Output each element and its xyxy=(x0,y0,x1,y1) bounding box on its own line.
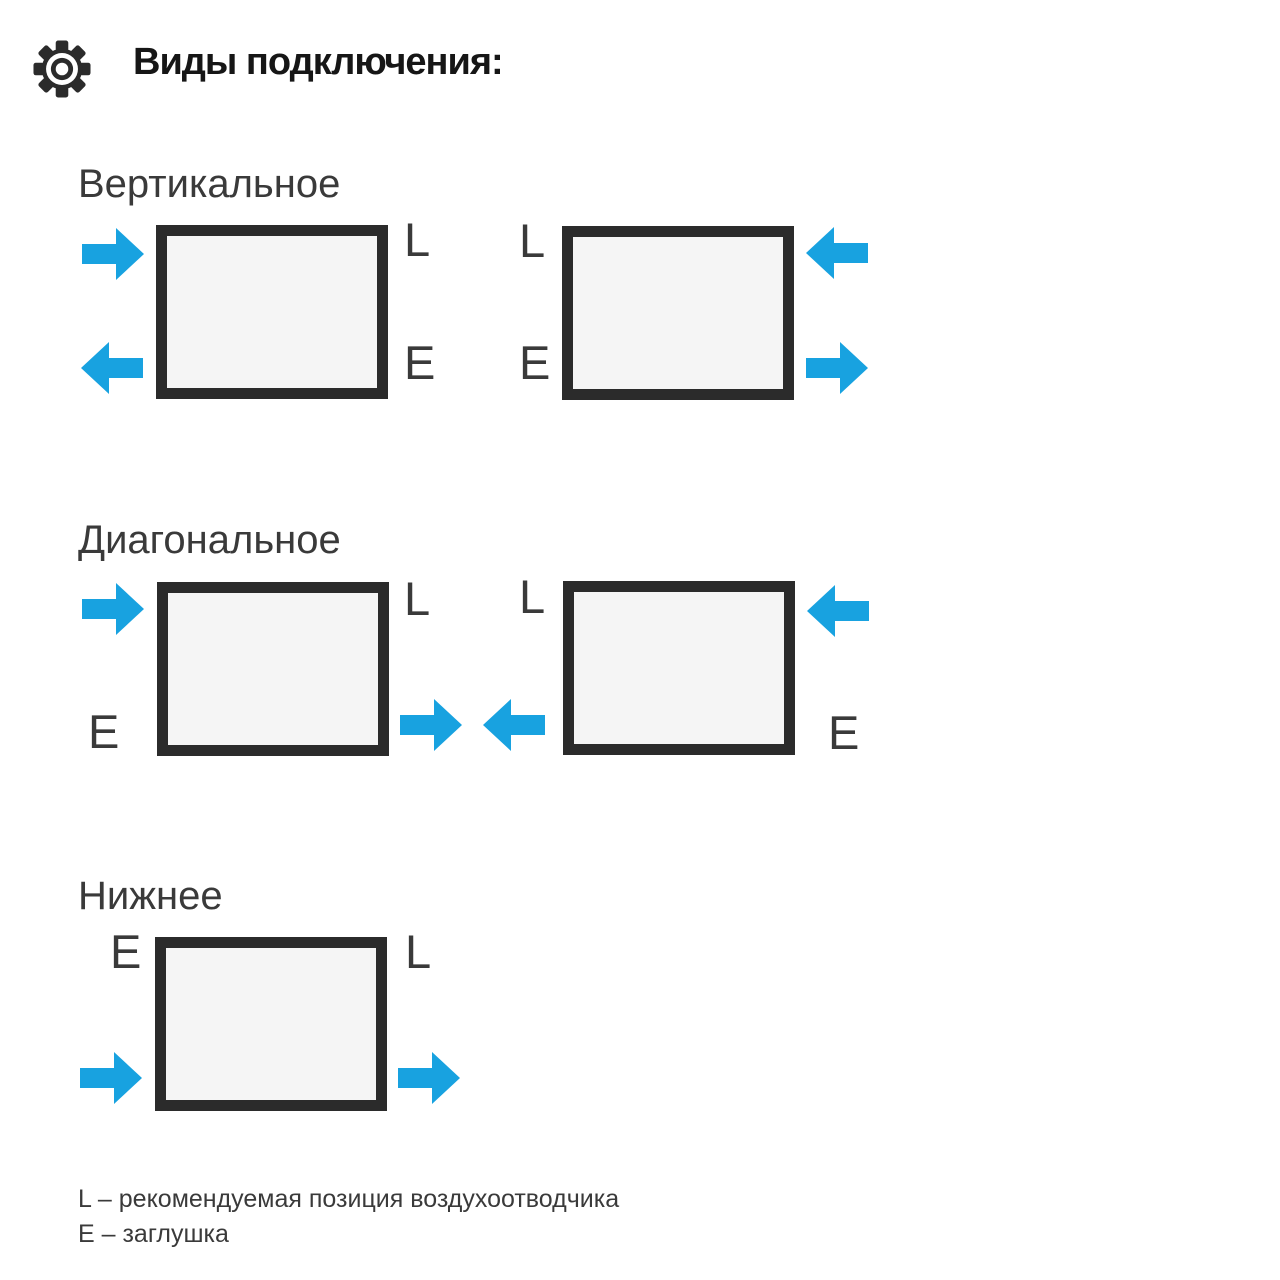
flow-in-arrow-icon xyxy=(80,1052,142,1104)
port-label-air-vent: L xyxy=(405,925,432,978)
page-title: Виды подключения: xyxy=(133,41,503,83)
port-label-air-vent: L xyxy=(519,214,546,267)
port-label-plug: E xyxy=(110,925,142,978)
port-label-air-vent: L xyxy=(404,572,431,625)
flow-out-arrow-icon xyxy=(398,1052,460,1104)
radiator-box xyxy=(157,582,389,756)
flow-in-arrow-icon xyxy=(82,583,144,635)
radiator-box xyxy=(562,226,794,400)
port-label-plug: E xyxy=(828,706,860,759)
section-label-bottom: Нижнее xyxy=(78,874,223,918)
radiator-box xyxy=(155,937,387,1111)
flow-out-arrow-icon xyxy=(806,342,868,394)
flow-in-arrow-icon xyxy=(807,585,869,637)
flow-out-arrow-icon xyxy=(81,342,143,394)
flow-out-arrow-icon xyxy=(400,699,462,751)
legend-line-air-vent: L – рекомендуемая позиция воздухоотводчика xyxy=(78,1185,620,1213)
gear-icon xyxy=(33,40,91,98)
port-label-plug: E xyxy=(404,336,436,389)
legend-line-plug: E – заглушка xyxy=(78,1220,229,1248)
port-label-air-vent: L xyxy=(404,213,431,266)
port-label-plug: E xyxy=(519,336,551,389)
flow-in-arrow-icon xyxy=(806,227,868,279)
radiator-box xyxy=(563,581,795,755)
port-label-plug: E xyxy=(88,705,120,758)
flow-in-arrow-icon xyxy=(82,228,144,280)
flow-out-arrow-icon xyxy=(483,699,545,751)
port-label-air-vent: L xyxy=(519,570,546,623)
section-label-diagonal: Диагональное xyxy=(78,518,341,562)
section-label-vertical: Вертикальное xyxy=(78,162,341,206)
radiator-box xyxy=(156,225,388,399)
